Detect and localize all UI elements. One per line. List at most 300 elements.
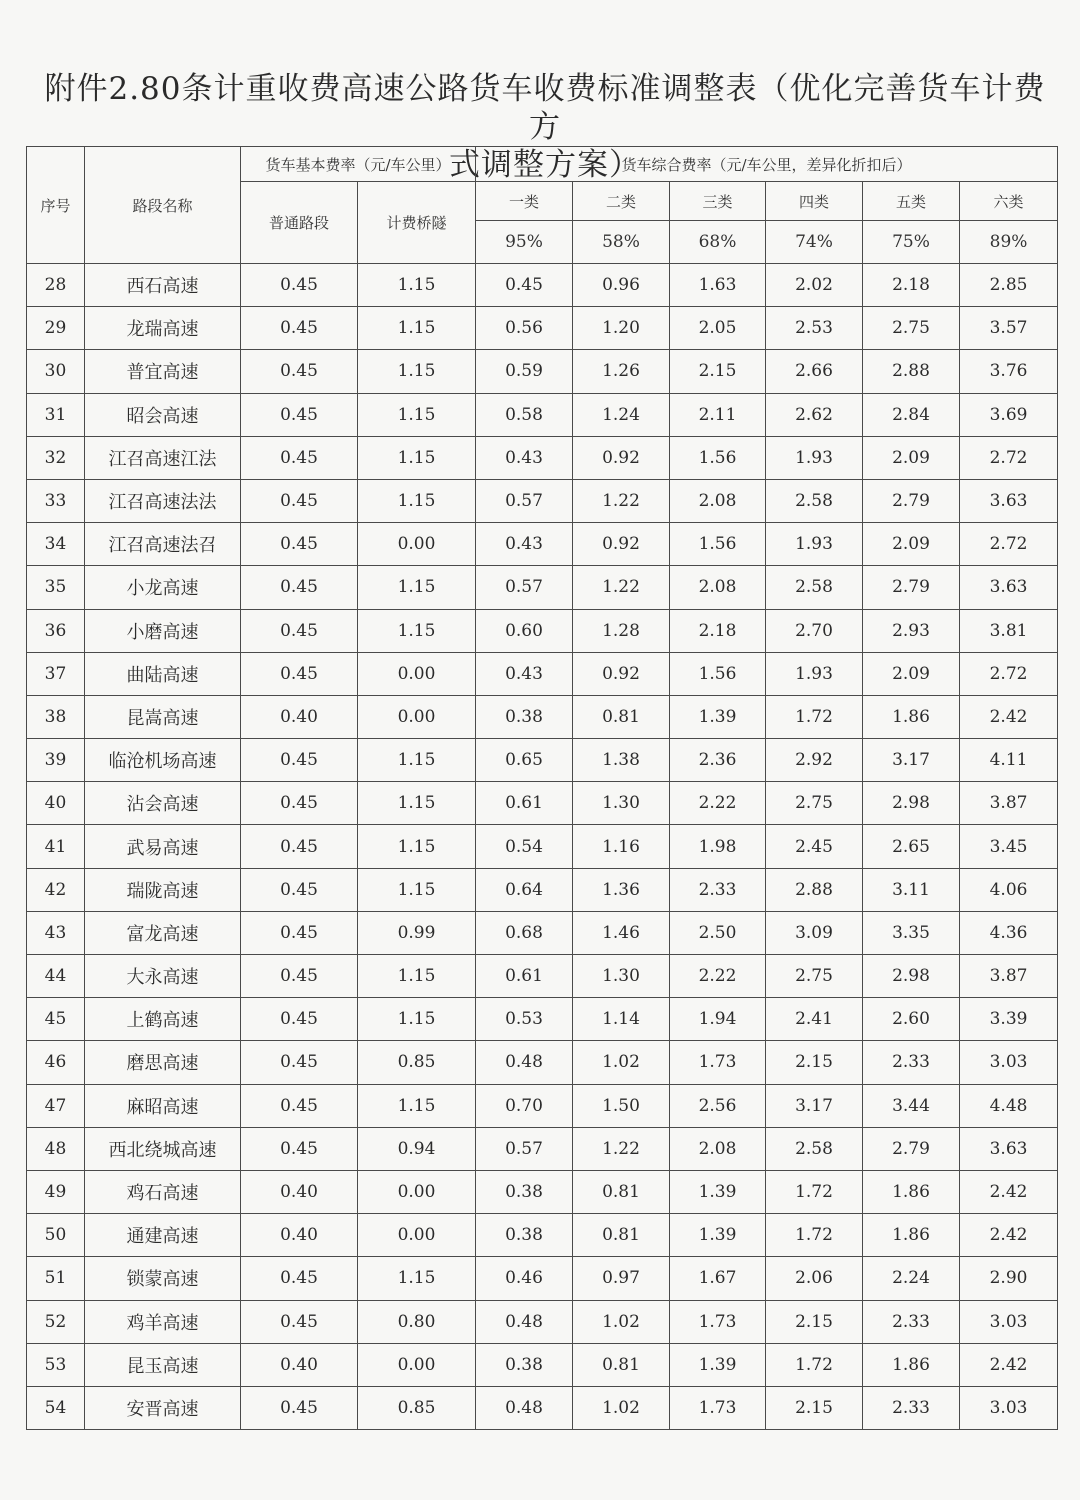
class-5-rate-cell: 2.79 (863, 566, 960, 609)
class-1-rate-cell: 0.57 (476, 1127, 573, 1170)
class-4-rate-cell: 2.45 (766, 825, 863, 868)
class-3-rate-cell: 2.05 (670, 307, 766, 350)
class-1-rate-cell: 0.68 (476, 911, 573, 954)
class-3-rate-cell: 2.36 (670, 739, 766, 782)
class-1-rate-cell: 0.43 (476, 652, 573, 695)
road-name-cell: 鸡羊高速 (85, 1300, 241, 1343)
class-4-rate-cell: 1.93 (766, 523, 863, 566)
table-row (27, 911, 1058, 954)
table-row (27, 998, 1058, 1041)
table-row (27, 264, 1058, 307)
title-line-2: 式调整方案） (449, 147, 641, 183)
normal-rate-cell: 0.45 (241, 264, 358, 307)
class-2-rate-cell: 1.30 (573, 782, 670, 825)
seq-cell: 50 (27, 1214, 85, 1257)
table-row (27, 609, 1058, 652)
table-row (27, 739, 1058, 782)
table-row (27, 393, 1058, 436)
class-5-rate-cell: 2.09 (863, 523, 960, 566)
bridge-tunnel-rate-cell: 1.15 (358, 479, 476, 522)
normal-rate-cell: 0.45 (241, 739, 358, 782)
table-row (27, 1257, 1058, 1300)
class-4-rate-cell: 1.72 (766, 695, 863, 738)
normal-rate-cell: 0.45 (241, 479, 358, 522)
road-name-cell: 江召高速江法 (85, 436, 241, 479)
class-6-rate-cell: 4.48 (960, 1084, 1058, 1127)
header-seq: 序号 (27, 147, 85, 264)
bridge-tunnel-rate-cell: 0.00 (358, 523, 476, 566)
class-1-rate-cell: 0.38 (476, 1343, 573, 1386)
class-4-rate-cell: 2.15 (766, 1386, 863, 1429)
table-row (27, 1041, 1058, 1084)
class-6-rate-cell: 3.76 (960, 350, 1058, 393)
class-3-rate-cell: 1.67 (670, 1257, 766, 1300)
road-name-cell: 小磨高速 (85, 609, 241, 652)
class-2-rate-cell: 1.50 (573, 1084, 670, 1127)
class-5-rate-cell: 1.86 (863, 1214, 960, 1257)
seq-cell: 44 (27, 955, 85, 998)
table-row (27, 1343, 1058, 1386)
class-6-rate-cell: 3.87 (960, 782, 1058, 825)
class-6-rate-cell: 2.90 (960, 1257, 1058, 1300)
class-4-rate-cell: 1.93 (766, 652, 863, 695)
class-2-rate-cell: 1.02 (573, 1386, 670, 1429)
seq-cell: 30 (27, 350, 85, 393)
class-1-rate-cell: 0.70 (476, 1084, 573, 1127)
class-4-rate-cell: 3.09 (766, 911, 863, 954)
header-discount-3: 68% (670, 221, 766, 264)
class-2-rate-cell: 1.22 (573, 566, 670, 609)
seq-cell: 38 (27, 695, 85, 738)
header-discount-5: 75% (863, 221, 960, 264)
class-6-rate-cell: 2.42 (960, 1343, 1058, 1386)
class-3-rate-cell: 1.98 (670, 825, 766, 868)
class-6-rate-cell: 3.69 (960, 393, 1058, 436)
class-2-rate-cell: 1.24 (573, 393, 670, 436)
table-row (27, 1386, 1058, 1429)
seq-cell: 54 (27, 1386, 85, 1429)
seq-cell: 52 (27, 1300, 85, 1343)
normal-rate-cell: 0.45 (241, 566, 358, 609)
class-3-rate-cell: 1.39 (670, 695, 766, 738)
header-combined-rate: 货车综合费率（元/车公里，差异化折扣后） (476, 147, 1058, 182)
title-line-1: 附件2.80条计重收费高速公路货车收费标准调整表（优化完善货车计费方 (44, 71, 1046, 145)
class-6-rate-cell: 4.11 (960, 739, 1058, 782)
class-1-rate-cell: 0.45 (476, 264, 573, 307)
road-name-cell: 大永高速 (85, 955, 241, 998)
class-5-rate-cell: 2.79 (863, 479, 960, 522)
class-1-rate-cell: 0.48 (476, 1386, 573, 1429)
class-6-rate-cell: 3.03 (960, 1386, 1058, 1429)
class-1-rate-cell: 0.64 (476, 868, 573, 911)
table-row (27, 695, 1058, 738)
seq-cell: 28 (27, 264, 85, 307)
class-4-rate-cell: 2.75 (766, 782, 863, 825)
class-2-rate-cell: 1.22 (573, 1127, 670, 1170)
seq-cell: 33 (27, 479, 85, 522)
bridge-tunnel-rate-cell: 1.15 (358, 350, 476, 393)
class-5-rate-cell: 3.17 (863, 739, 960, 782)
normal-rate-cell: 0.45 (241, 1300, 358, 1343)
road-name-cell: 上鹤高速 (85, 998, 241, 1041)
table-row (27, 1170, 1058, 1213)
bridge-tunnel-rate-cell: 0.94 (358, 1127, 476, 1170)
road-name-cell: 麻昭高速 (85, 1084, 241, 1127)
class-1-rate-cell: 0.38 (476, 1170, 573, 1213)
header-toll-bridge-tunnel: 计费桥隧 (358, 182, 476, 264)
seq-cell: 46 (27, 1041, 85, 1084)
class-5-rate-cell: 2.84 (863, 393, 960, 436)
seq-cell: 41 (27, 825, 85, 868)
normal-rate-cell: 0.45 (241, 609, 358, 652)
road-name-cell: 昆嵩高速 (85, 695, 241, 738)
normal-rate-cell: 0.45 (241, 1127, 358, 1170)
class-1-rate-cell: 0.56 (476, 307, 573, 350)
seq-cell: 37 (27, 652, 85, 695)
table-row (27, 1084, 1058, 1127)
class-3-rate-cell: 1.39 (670, 1170, 766, 1213)
class-6-rate-cell: 3.87 (960, 955, 1058, 998)
normal-rate-cell: 0.40 (241, 1343, 358, 1386)
header-discount-6: 89% (960, 221, 1058, 264)
road-name-cell: 昆玉高速 (85, 1343, 241, 1386)
road-name-cell: 临沧机场高速 (85, 739, 241, 782)
bridge-tunnel-rate-cell: 1.15 (358, 955, 476, 998)
class-3-rate-cell: 1.56 (670, 652, 766, 695)
class-5-rate-cell: 1.86 (863, 695, 960, 738)
seq-cell: 43 (27, 911, 85, 954)
class-4-rate-cell: 2.58 (766, 1127, 863, 1170)
road-name-cell: 西北绕城高速 (85, 1127, 241, 1170)
class-2-rate-cell: 0.81 (573, 1343, 670, 1386)
class-2-rate-cell: 1.38 (573, 739, 670, 782)
class-4-rate-cell: 1.93 (766, 436, 863, 479)
table-row (27, 523, 1058, 566)
seq-cell: 31 (27, 393, 85, 436)
class-4-rate-cell: 2.88 (766, 868, 863, 911)
class-3-rate-cell: 1.56 (670, 436, 766, 479)
class-2-rate-cell: 1.36 (573, 868, 670, 911)
class-6-rate-cell: 3.81 (960, 609, 1058, 652)
class-3-rate-cell: 2.56 (670, 1084, 766, 1127)
bridge-tunnel-rate-cell: 1.15 (358, 566, 476, 609)
class-2-rate-cell: 0.92 (573, 436, 670, 479)
class-5-rate-cell: 2.09 (863, 436, 960, 479)
class-4-rate-cell: 2.92 (766, 739, 863, 782)
bridge-tunnel-rate-cell: 0.85 (358, 1386, 476, 1429)
class-6-rate-cell: 2.42 (960, 695, 1058, 738)
class-5-rate-cell: 3.44 (863, 1084, 960, 1127)
class-6-rate-cell: 2.42 (960, 1170, 1058, 1213)
class-1-rate-cell: 0.59 (476, 350, 573, 393)
normal-rate-cell: 0.45 (241, 868, 358, 911)
class-3-rate-cell: 1.73 (670, 1041, 766, 1084)
normal-rate-cell: 0.45 (241, 393, 358, 436)
class-1-rate-cell: 0.43 (476, 436, 573, 479)
seq-cell: 34 (27, 523, 85, 566)
road-name-cell: 沾会高速 (85, 782, 241, 825)
header-class-6: 六类 (960, 182, 1058, 221)
bridge-tunnel-rate-cell: 0.00 (358, 1170, 476, 1213)
normal-rate-cell: 0.45 (241, 1084, 358, 1127)
class-1-rate-cell: 0.38 (476, 695, 573, 738)
toll-rate-table (26, 146, 1058, 1430)
class-2-rate-cell: 1.20 (573, 307, 670, 350)
bridge-tunnel-rate-cell: 0.00 (358, 1214, 476, 1257)
road-name-cell: 龙瑞高速 (85, 307, 241, 350)
class-4-rate-cell: 2.41 (766, 998, 863, 1041)
bridge-tunnel-rate-cell: 1.15 (358, 264, 476, 307)
class-1-rate-cell: 0.53 (476, 998, 573, 1041)
class-4-rate-cell: 1.72 (766, 1214, 863, 1257)
class-3-rate-cell: 2.50 (670, 911, 766, 954)
seq-cell: 35 (27, 566, 85, 609)
table-row (27, 436, 1058, 479)
class-3-rate-cell: 2.33 (670, 868, 766, 911)
class-2-rate-cell: 0.96 (573, 264, 670, 307)
table-body (27, 264, 1058, 1430)
class-6-rate-cell: 2.85 (960, 264, 1058, 307)
bridge-tunnel-rate-cell: 0.80 (358, 1300, 476, 1343)
header-class-1: 一类 (476, 182, 573, 221)
normal-rate-cell: 0.45 (241, 911, 358, 954)
class-1-rate-cell: 0.58 (476, 393, 573, 436)
bridge-tunnel-rate-cell: 1.15 (358, 393, 476, 436)
class-3-rate-cell: 1.63 (670, 264, 766, 307)
class-4-rate-cell: 2.58 (766, 479, 863, 522)
class-4-rate-cell: 2.02 (766, 264, 863, 307)
normal-rate-cell: 0.45 (241, 436, 358, 479)
class-6-rate-cell: 2.72 (960, 652, 1058, 695)
road-name-cell: 西石高速 (85, 264, 241, 307)
class-5-rate-cell: 2.33 (863, 1300, 960, 1343)
class-2-rate-cell: 1.28 (573, 609, 670, 652)
class-3-rate-cell: 1.73 (670, 1300, 766, 1343)
class-4-rate-cell: 1.72 (766, 1170, 863, 1213)
seq-cell: 39 (27, 739, 85, 782)
class-4-rate-cell: 1.72 (766, 1343, 863, 1386)
normal-rate-cell: 0.45 (241, 782, 358, 825)
seq-cell: 53 (27, 1343, 85, 1386)
seq-cell: 48 (27, 1127, 85, 1170)
header-class-5: 五类 (863, 182, 960, 221)
table-row (27, 868, 1058, 911)
bridge-tunnel-rate-cell: 1.15 (358, 868, 476, 911)
class-1-rate-cell: 0.57 (476, 479, 573, 522)
normal-rate-cell: 0.40 (241, 1214, 358, 1257)
table-row (27, 955, 1058, 998)
class-4-rate-cell: 3.17 (766, 1084, 863, 1127)
seq-cell: 29 (27, 307, 85, 350)
bridge-tunnel-rate-cell: 1.15 (358, 307, 476, 350)
bridge-tunnel-rate-cell: 0.00 (358, 695, 476, 738)
class-1-rate-cell: 0.54 (476, 825, 573, 868)
class-6-rate-cell: 2.72 (960, 436, 1058, 479)
table-row (27, 1214, 1058, 1257)
seq-cell: 49 (27, 1170, 85, 1213)
class-6-rate-cell: 3.03 (960, 1300, 1058, 1343)
bridge-tunnel-rate-cell: 1.15 (358, 825, 476, 868)
class-4-rate-cell: 2.53 (766, 307, 863, 350)
class-5-rate-cell: 1.86 (863, 1170, 960, 1213)
class-4-rate-cell: 2.75 (766, 955, 863, 998)
class-3-rate-cell: 2.22 (670, 955, 766, 998)
class-6-rate-cell: 3.03 (960, 1041, 1058, 1084)
header-class-2: 二类 (573, 182, 670, 221)
table-row (27, 1300, 1058, 1343)
class-5-rate-cell: 2.79 (863, 1127, 960, 1170)
header-class-4: 四类 (766, 182, 863, 221)
class-5-rate-cell: 2.09 (863, 652, 960, 695)
class-4-rate-cell: 2.58 (766, 566, 863, 609)
bridge-tunnel-rate-cell: 1.15 (358, 1257, 476, 1300)
class-5-rate-cell: 2.88 (863, 350, 960, 393)
road-name-cell: 瑞陇高速 (85, 868, 241, 911)
normal-rate-cell: 0.45 (241, 652, 358, 695)
class-5-rate-cell: 2.33 (863, 1386, 960, 1429)
class-5-rate-cell: 2.98 (863, 955, 960, 998)
normal-rate-cell: 0.45 (241, 350, 358, 393)
bridge-tunnel-rate-cell: 1.15 (358, 998, 476, 1041)
seq-cell: 47 (27, 1084, 85, 1127)
class-4-rate-cell: 2.06 (766, 1257, 863, 1300)
bridge-tunnel-rate-cell: 1.15 (358, 782, 476, 825)
class-3-rate-cell: 2.11 (670, 393, 766, 436)
class-3-rate-cell: 2.18 (670, 609, 766, 652)
class-3-rate-cell: 2.15 (670, 350, 766, 393)
class-2-rate-cell: 1.26 (573, 350, 670, 393)
class-2-rate-cell: 0.92 (573, 523, 670, 566)
normal-rate-cell: 0.45 (241, 998, 358, 1041)
class-2-rate-cell: 1.46 (573, 911, 670, 954)
road-name-cell: 江召高速法法 (85, 479, 241, 522)
class-1-rate-cell: 0.38 (476, 1214, 573, 1257)
table-row (27, 825, 1058, 868)
class-6-rate-cell: 3.63 (960, 566, 1058, 609)
header-normal-section: 普通路段 (241, 182, 358, 264)
normal-rate-cell: 0.45 (241, 523, 358, 566)
class-2-rate-cell: 1.02 (573, 1041, 670, 1084)
seq-cell: 40 (27, 782, 85, 825)
class-1-rate-cell: 0.60 (476, 609, 573, 652)
class-4-rate-cell: 2.66 (766, 350, 863, 393)
class-5-rate-cell: 2.18 (863, 264, 960, 307)
class-6-rate-cell: 3.57 (960, 307, 1058, 350)
normal-rate-cell: 0.45 (241, 825, 358, 868)
header-discount-4: 74% (766, 221, 863, 264)
class-4-rate-cell: 2.62 (766, 393, 863, 436)
bridge-tunnel-rate-cell: 0.00 (358, 652, 476, 695)
normal-rate-cell: 0.45 (241, 1386, 358, 1429)
class-1-rate-cell: 0.48 (476, 1300, 573, 1343)
road-name-cell: 昭会高速 (85, 393, 241, 436)
class-6-rate-cell: 4.36 (960, 911, 1058, 954)
class-3-rate-cell: 1.39 (670, 1214, 766, 1257)
class-5-rate-cell: 3.35 (863, 911, 960, 954)
header-class-3: 三类 (670, 182, 766, 221)
class-2-rate-cell: 0.81 (573, 1170, 670, 1213)
bridge-tunnel-rate-cell: 1.15 (358, 609, 476, 652)
class-5-rate-cell: 2.33 (863, 1041, 960, 1084)
class-5-rate-cell: 2.98 (863, 782, 960, 825)
table-row (27, 566, 1058, 609)
header-road-name: 路段名称 (85, 147, 241, 264)
seq-cell: 42 (27, 868, 85, 911)
header-discount-2: 58% (573, 221, 670, 264)
seq-cell: 32 (27, 436, 85, 479)
table-row (27, 479, 1058, 522)
table-header (27, 147, 1058, 264)
road-name-cell: 鸡石高速 (85, 1170, 241, 1213)
class-5-rate-cell: 3.11 (863, 868, 960, 911)
class-6-rate-cell: 3.39 (960, 998, 1058, 1041)
class-5-rate-cell: 2.60 (863, 998, 960, 1041)
class-6-rate-cell: 4.06 (960, 868, 1058, 911)
normal-rate-cell: 0.45 (241, 307, 358, 350)
class-3-rate-cell: 2.08 (670, 1127, 766, 1170)
class-3-rate-cell: 1.56 (670, 523, 766, 566)
class-1-rate-cell: 0.61 (476, 955, 573, 998)
class-4-rate-cell: 2.15 (766, 1041, 863, 1084)
class-5-rate-cell: 1.86 (863, 1343, 960, 1386)
class-1-rate-cell: 0.46 (476, 1257, 573, 1300)
bridge-tunnel-rate-cell: 0.00 (358, 1343, 476, 1386)
class-1-rate-cell: 0.43 (476, 523, 573, 566)
seq-cell: 36 (27, 609, 85, 652)
normal-rate-cell: 0.40 (241, 695, 358, 738)
class-5-rate-cell: 2.24 (863, 1257, 960, 1300)
road-name-cell: 富龙高速 (85, 911, 241, 954)
bridge-tunnel-rate-cell: 0.99 (358, 911, 476, 954)
road-name-cell: 普宜高速 (85, 350, 241, 393)
class-6-rate-cell: 2.72 (960, 523, 1058, 566)
class-6-rate-cell: 2.42 (960, 1214, 1058, 1257)
class-6-rate-cell: 3.45 (960, 825, 1058, 868)
table-row (27, 350, 1058, 393)
normal-rate-cell: 0.45 (241, 1041, 358, 1084)
class-2-rate-cell: 1.14 (573, 998, 670, 1041)
header-base-rate: 货车基本费率（元/车公里） (241, 147, 476, 182)
table-row (27, 307, 1058, 350)
class-1-rate-cell: 0.65 (476, 739, 573, 782)
road-name-cell: 江召高速法召 (85, 523, 241, 566)
class-2-rate-cell: 0.81 (573, 1214, 670, 1257)
class-2-rate-cell: 0.92 (573, 652, 670, 695)
table-row (27, 1127, 1058, 1170)
class-6-rate-cell: 3.63 (960, 1127, 1058, 1170)
bridge-tunnel-rate-cell: 0.85 (358, 1041, 476, 1084)
road-name-cell: 小龙高速 (85, 566, 241, 609)
bridge-tunnel-rate-cell: 1.15 (358, 739, 476, 782)
class-3-rate-cell: 2.08 (670, 479, 766, 522)
normal-rate-cell: 0.40 (241, 1170, 358, 1213)
class-5-rate-cell: 2.65 (863, 825, 960, 868)
class-3-rate-cell: 2.22 (670, 782, 766, 825)
road-name-cell: 武易高速 (85, 825, 241, 868)
seq-cell: 45 (27, 998, 85, 1041)
table-row (27, 652, 1058, 695)
class-3-rate-cell: 1.94 (670, 998, 766, 1041)
class-5-rate-cell: 2.93 (863, 609, 960, 652)
seq-cell: 51 (27, 1257, 85, 1300)
class-6-rate-cell: 3.63 (960, 479, 1058, 522)
road-name-cell: 安晋高速 (85, 1386, 241, 1429)
road-name-cell: 通建高速 (85, 1214, 241, 1257)
class-3-rate-cell: 1.39 (670, 1343, 766, 1386)
class-2-rate-cell: 1.22 (573, 479, 670, 522)
road-name-cell: 锁蒙高速 (85, 1257, 241, 1300)
normal-rate-cell: 0.45 (241, 955, 358, 998)
